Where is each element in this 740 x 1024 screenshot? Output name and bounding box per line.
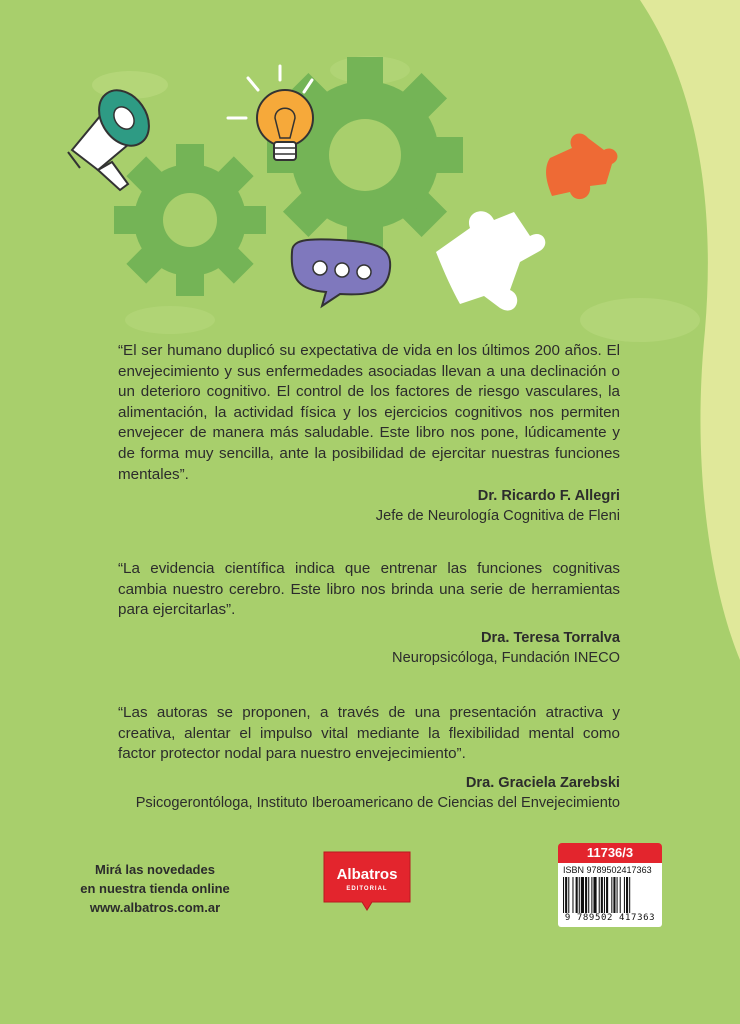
testimonial-quote: “La evidencia científica indica que entrenar las funciones cognitivas cambia nuestro cerebro. Este libro nos brinda una serie de herramientas para ejercitarlas”. bbox=[118, 560, 620, 619]
testimonial-quote: “Las autoras se proponen, a través de una presentación atractiva y creativa, alentar el impulso vital mediante la flexibilidad mental como factor protector nodal para nuestro envejecimiento”. bbox=[118, 704, 620, 763]
puzzle-piece-icon bbox=[436, 211, 545, 310]
testimonial-author: Dra. Teresa Torralva bbox=[481, 630, 620, 646]
publisher-name: Albatros bbox=[336, 866, 398, 883]
testimonial-author: Dr. Ricardo F. Allegri bbox=[477, 488, 620, 504]
header-illustration bbox=[0, 0, 740, 340]
testimonial-role: Neuropsicóloga, Fundación INECO bbox=[392, 650, 620, 666]
chat-bubble-icon bbox=[292, 239, 390, 306]
testimonial-author: Dra. Graciela Zarebski bbox=[465, 775, 620, 791]
testimonial-quote: “El ser humano duplicó su expectativa de vida en los últimos 200 años. El envejecimiento y sus enfermedades asociadas llevan a una declinación o un deterioro cognitivo. El control de los factores de riesgo vasculares, la alimentación, la actividad física y los ejercicios cognitivos nos permiten envejecer de manera más saludable. Este libro nos pone, lúdicamente y de forma muy sencilla, ante la posibilidad de ejercitar nuestras funciones mentales”. bbox=[118, 342, 620, 483]
store-url-link[interactable]: www.albatros.com.ar bbox=[89, 900, 221, 915]
testimonial-role: Psicogerontóloga, Instituto Iberoamericano de Ciencias del Envejecimiento bbox=[135, 795, 620, 811]
publisher-sub: EDITORIAL bbox=[346, 886, 388, 892]
barcode-digits: 9 789502 417363 bbox=[564, 913, 656, 923]
product-code: 11736/3 bbox=[558, 843, 662, 863]
store-line: en nuestra tienda online bbox=[80, 881, 230, 896]
isbn-label: ISBN 9789502417363 bbox=[563, 865, 652, 875]
barcode bbox=[563, 877, 657, 913]
puzzle-piece-icon bbox=[546, 133, 617, 199]
gear-icon bbox=[114, 144, 266, 296]
testimonial-role: Jefe de Neurología Cognitiva de Fleni bbox=[375, 508, 620, 524]
store-info bbox=[70, 860, 240, 917]
store-line: Mirá las novedades bbox=[95, 862, 215, 877]
